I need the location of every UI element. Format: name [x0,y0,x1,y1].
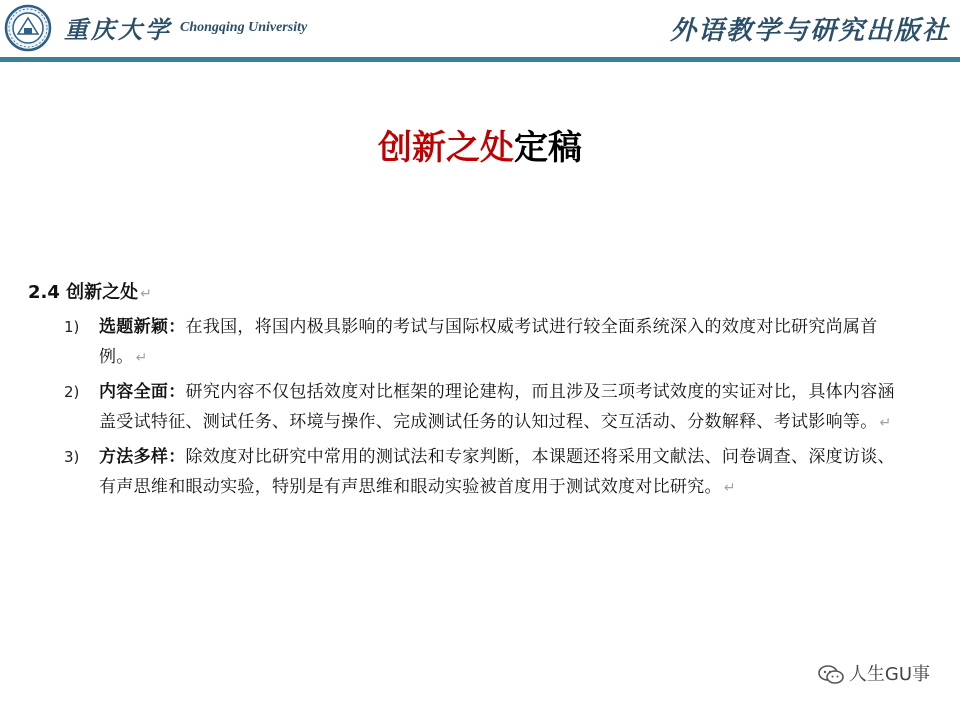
item-number: 2) [64,383,80,401]
item-separator: ： [168,317,186,337]
item-text: 除效度对比研究中常用的测试法和专家判断，本课题还将采用文献法、问卷调查、深度访谈、有声思维和眼动实验，特别是有声思维和眼动实验被首度用于测试效度对比研究。 [99,447,895,497]
paragraph-mark-icon: ↵ [140,286,152,302]
slide-header [0,0,960,56]
section-heading-text: 2.4 创新之处 [28,282,139,303]
slide-title-highlight: 创新之处 [378,128,514,168]
university-seal-logo [4,4,52,52]
section-heading [28,278,928,308]
item-term: 方法多样 [99,447,169,467]
paragraph-mark-icon: ↵ [723,480,736,496]
watermark-text: 人生GU事 [848,664,930,685]
item-number: 1) [64,318,80,336]
item-body [99,312,899,373]
slide-title [0,120,960,169]
item-term: 内容全面 [99,382,169,402]
university-name-en: Chongqing University [180,20,308,35]
header-divider [0,57,960,62]
university-name-cn: 重庆大学 [64,15,172,44]
innovation-item-3 [28,442,928,503]
item-term: 选题新颖 [99,317,169,337]
item-text: 研究内容不仅包括效度对比框架的理论建构，而且涉及三项考试效度的实证对比，具体内容涵盖受试特征、测试任务、环境与操作、完成测试任务的认知过程、交互活动、分数解释、考试影响等。 [99,382,895,432]
item-number: 3) [64,448,80,466]
item-separator: ： [168,382,186,402]
item-text: 在我国，将国内极具影响的考试与国际权威考试进行较全面系统深入的效度对比研究尚属首例。 [99,317,878,367]
wechat-icon [817,664,845,686]
document-excerpt [28,278,928,503]
item-body [99,377,899,438]
watermark [817,660,930,690]
item-separator: ： [168,447,186,467]
item-body [99,442,899,503]
innovation-item-1 [28,312,928,373]
paragraph-mark-icon: ↵ [879,415,892,431]
innovation-item-2 [28,377,928,438]
slide-title-suffix: 定稿 [514,128,582,168]
publisher-name: 外语教学与研究出版社 [669,16,950,46]
paragraph-mark-icon: ↵ [135,350,148,366]
